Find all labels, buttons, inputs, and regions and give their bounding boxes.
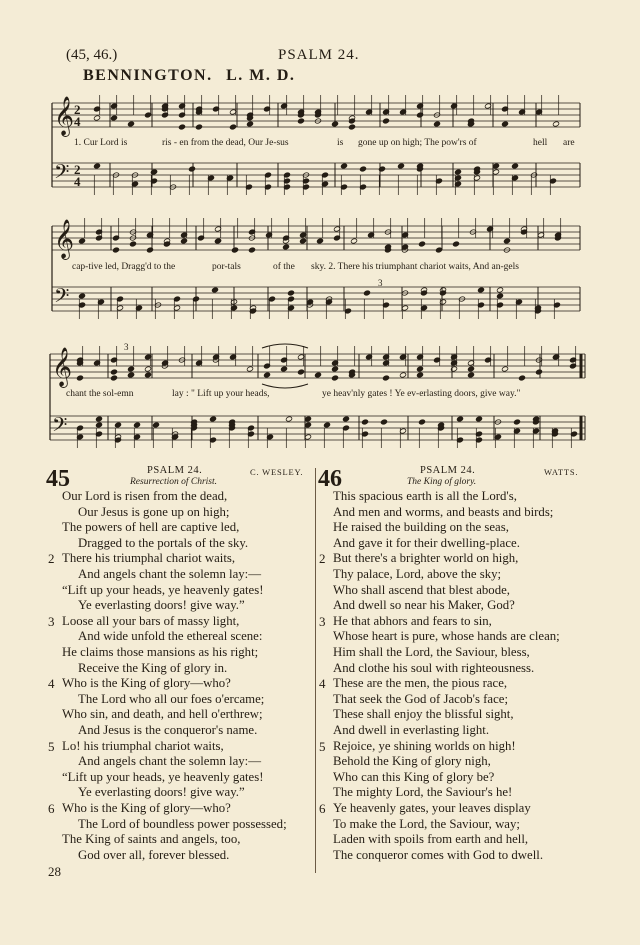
hymn-46-author: WATTS. bbox=[544, 467, 579, 477]
note-head bbox=[452, 241, 459, 247]
verse-line: Ye everlasting doors! give way.” bbox=[78, 598, 245, 613]
note-head bbox=[433, 121, 440, 127]
note-head bbox=[76, 375, 83, 381]
verse-number: 6 bbox=[48, 801, 55, 816]
note-head bbox=[178, 124, 185, 130]
verse-line: Who sin, and death, and hell o'erthrew; bbox=[62, 707, 263, 722]
note-head bbox=[209, 416, 216, 422]
note-head bbox=[456, 416, 463, 422]
verse-line: Ye heavenly gates, your leaves display bbox=[333, 801, 531, 815]
verse-line: The King of saints and angels, too, bbox=[62, 832, 241, 847]
verse-line: To make the Lord, the Saviour, way; bbox=[333, 816, 520, 831]
verse-line: He that abhors and fears to sin, bbox=[333, 613, 492, 628]
lyric-fragment: gone up on high; The pow'rs of bbox=[358, 138, 477, 148]
time-signature: 4 bbox=[74, 174, 81, 189]
note-head bbox=[435, 247, 442, 253]
bass-clef: 𝄢 bbox=[52, 413, 68, 441]
slur bbox=[262, 344, 308, 348]
note-head bbox=[246, 121, 253, 127]
note-head bbox=[146, 247, 153, 253]
verse-line: But there's a brighter world on high, bbox=[333, 551, 519, 566]
note-head bbox=[331, 366, 338, 372]
note-head bbox=[340, 163, 347, 169]
verse-line: Who shall ascend that blest abode, bbox=[333, 582, 510, 597]
note-head bbox=[93, 115, 100, 121]
lyric-fragment: ye heav'nly gates ! Ye ev-erlasting doors, give way." bbox=[322, 389, 521, 399]
note-head bbox=[382, 118, 389, 124]
time-signature: 4 bbox=[74, 114, 81, 129]
verse-number: 6 bbox=[319, 801, 326, 816]
verse-number: 3 bbox=[48, 613, 55, 629]
note-head bbox=[316, 238, 323, 244]
note-head bbox=[418, 241, 425, 247]
note-head bbox=[133, 422, 140, 428]
note-head bbox=[399, 372, 406, 378]
verse-number: 2 bbox=[319, 551, 326, 567]
note-head bbox=[501, 366, 508, 372]
note-head bbox=[511, 163, 518, 169]
note-head bbox=[110, 369, 117, 375]
lyric-fragment: cap-tive led, Dragg'd to the bbox=[72, 262, 176, 272]
verse-line: Rejoice, ye shining worlds on high! bbox=[333, 738, 516, 753]
note-head bbox=[93, 163, 100, 169]
note-head bbox=[382, 375, 389, 381]
verse-number: 4 bbox=[48, 676, 55, 692]
verse-line: The powers of hell are captive led, bbox=[62, 520, 240, 535]
verse-line: These are the men, the pious race, bbox=[333, 676, 508, 691]
note-head bbox=[114, 422, 121, 428]
note-head bbox=[214, 238, 221, 244]
note-head bbox=[246, 366, 253, 372]
verse-line: Thy palace, Lord, above the sky; bbox=[333, 567, 502, 581]
lyric-fragment: sky. 2. There his triumphant chariot waits, And an-gels bbox=[311, 262, 519, 272]
verse-line: And clothe his soul with righteousness. bbox=[333, 660, 535, 675]
verse-line: “Lift up your heads, ye heavenly gates! bbox=[62, 582, 264, 597]
note-head bbox=[323, 422, 330, 428]
verse-line: And Jesus is the conqueror's name. bbox=[78, 723, 258, 737]
note-head bbox=[144, 366, 151, 372]
hymn-46-title: PSALM 24. bbox=[420, 465, 476, 476]
note-head bbox=[78, 238, 85, 244]
note-head bbox=[231, 247, 238, 253]
verse-number: 4 bbox=[319, 676, 326, 692]
note-head bbox=[112, 247, 119, 253]
note-head bbox=[503, 238, 510, 244]
note-head bbox=[152, 422, 159, 428]
verse-line: Who is the King of glory—who? bbox=[62, 801, 231, 815]
verse-line: Behold the King of glory nigh, bbox=[333, 754, 491, 769]
verse-line: Loose all your bars of massy light, bbox=[62, 613, 240, 628]
note-head bbox=[229, 124, 236, 130]
verse-number: 2 bbox=[48, 551, 55, 567]
note-head bbox=[248, 247, 255, 253]
verse-line: Him shall the Lord, the Saviour, bless, bbox=[333, 645, 530, 659]
note-head bbox=[477, 287, 484, 293]
bass-clef: 𝄢 bbox=[54, 160, 70, 188]
note-head bbox=[331, 121, 338, 127]
note-head bbox=[297, 369, 304, 375]
verse-line: Dragged to the portals of the sky. bbox=[78, 535, 249, 550]
note-head bbox=[285, 416, 292, 422]
note-head bbox=[418, 419, 425, 425]
verse-line: And dwell so near his Maker, God? bbox=[333, 598, 515, 613]
note-head bbox=[110, 115, 117, 121]
triplet-mark: 3 bbox=[378, 278, 383, 288]
note-head bbox=[454, 169, 461, 175]
time-signature: 2 bbox=[74, 162, 81, 177]
note-head bbox=[127, 372, 134, 378]
verse-line: Laden with spoils from earth and hell, bbox=[333, 832, 529, 847]
note-head bbox=[129, 241, 136, 247]
note-head bbox=[467, 372, 474, 378]
note-head bbox=[552, 121, 559, 127]
note-head bbox=[397, 163, 404, 169]
note-head bbox=[188, 166, 195, 172]
verse-number: 3 bbox=[319, 613, 326, 629]
verse-line: Our Lord is risen from the dead, bbox=[62, 489, 228, 503]
note-head bbox=[380, 419, 387, 425]
time-signature: 2 bbox=[74, 102, 81, 117]
verse-line: And men and worms, and beasts and birds; bbox=[333, 504, 554, 519]
note-head bbox=[195, 124, 202, 130]
note-head bbox=[95, 416, 102, 422]
hymn-numbers-header: (45, 46.) bbox=[66, 47, 118, 63]
lyric-fragment: of the bbox=[273, 262, 295, 272]
page-number: 28 bbox=[48, 864, 61, 879]
lyric-fragment: are bbox=[563, 138, 575, 148]
bass-clef: 𝄢 bbox=[54, 284, 70, 312]
verse-line: And angels chant the solemn lay:— bbox=[78, 754, 262, 769]
note-head bbox=[518, 375, 525, 381]
note-head bbox=[211, 287, 218, 293]
note-head bbox=[359, 166, 366, 172]
hymn-46-number: 46 bbox=[318, 466, 342, 492]
tune-name: BENNINGTON. bbox=[83, 67, 213, 84]
verse-line: And wide unfold the ethereal scene: bbox=[78, 629, 263, 644]
note-head bbox=[513, 419, 520, 425]
lyric-fragment: is bbox=[337, 138, 344, 148]
hymn-45-author: C. WESLEY. bbox=[250, 467, 304, 477]
note-head bbox=[314, 372, 321, 378]
note-head bbox=[280, 366, 287, 372]
note-head bbox=[416, 372, 423, 378]
note-head bbox=[127, 366, 134, 372]
verse-line: The conqueror comes with God to dwell. bbox=[333, 847, 544, 862]
note-head bbox=[535, 369, 542, 375]
note-head bbox=[282, 244, 289, 250]
note-head bbox=[299, 238, 306, 244]
note-head bbox=[287, 290, 294, 296]
note-head bbox=[348, 124, 355, 130]
lyric-fragment: chant the sol-emn bbox=[66, 389, 134, 399]
verse-line: These shall enjoy the blissful sight, bbox=[333, 707, 514, 722]
verse-line: Receive the King of glory in. bbox=[78, 660, 228, 675]
verse-line: Ye everlasting doors! give way.” bbox=[78, 785, 245, 800]
note-head bbox=[95, 422, 102, 428]
note-head bbox=[492, 169, 499, 175]
note-head bbox=[467, 366, 474, 372]
note-head bbox=[496, 293, 503, 299]
note-head bbox=[110, 375, 117, 381]
hymn-46-subtitle: The King of glory. bbox=[407, 477, 477, 487]
verse-line: He raised the building on the seas, bbox=[333, 520, 509, 535]
verse-line: Whose heart is pure, whose hands are clean; bbox=[333, 629, 560, 644]
note-head bbox=[127, 121, 134, 127]
verse-number: 5 bbox=[48, 738, 55, 754]
hymn-45-title: PSALM 24. bbox=[147, 465, 203, 476]
note-head bbox=[263, 372, 270, 378]
treble-clef: 𝄞 bbox=[54, 219, 75, 259]
lyric-fragment: hell bbox=[533, 138, 548, 148]
verse-line: God over all, forever blessed. bbox=[78, 847, 230, 862]
verse-number: 5 bbox=[319, 738, 326, 754]
lyric-fragment: lay : " Lift up your heads, bbox=[172, 389, 270, 399]
note-head bbox=[416, 366, 423, 372]
lyric-fragment: por-tals bbox=[212, 262, 241, 272]
hymn-45-number: 45 bbox=[46, 466, 70, 492]
verse-line: The Lord of boundless power possessed; bbox=[78, 816, 287, 831]
verse-line: The Lord who all our foes o'ercame; bbox=[78, 691, 265, 706]
verse-line: Who can this King of glory be? bbox=[333, 769, 495, 784]
note-head bbox=[331, 375, 338, 381]
verse-line: Who is the King of glory—who? bbox=[62, 676, 231, 691]
tune-meter: L. M. D. bbox=[226, 67, 296, 84]
note-head bbox=[475, 416, 482, 422]
verse-line: There his triumphal chariot waits, bbox=[62, 551, 236, 566]
triplet-mark: 3 bbox=[124, 342, 129, 352]
hymn-45-subtitle: Resurrection of Christ. bbox=[130, 477, 217, 487]
treble-clef: 𝄞 bbox=[54, 96, 75, 136]
verse-line: And gave it for their dwelling-place. bbox=[333, 535, 520, 550]
note-head bbox=[342, 416, 349, 422]
note-head bbox=[304, 422, 311, 428]
verse-line: This spacious earth is all the Lord's, bbox=[333, 489, 517, 503]
note-head bbox=[304, 416, 311, 422]
lyric-fragment: ris - en from the dead, Our Je-sus bbox=[162, 138, 289, 148]
treble-clef: 𝄞 bbox=[52, 347, 73, 387]
note-head bbox=[492, 163, 499, 169]
note-head bbox=[180, 238, 187, 244]
note-head bbox=[501, 121, 508, 127]
note-head bbox=[144, 372, 151, 378]
verse-line: Our Jesus is gone up on high; bbox=[78, 504, 230, 519]
slur bbox=[262, 384, 308, 388]
note-head bbox=[297, 118, 304, 124]
verse-line: Lo! his triumphal chariot waits, bbox=[62, 738, 224, 753]
verse-line: He claims those mansions as his right; bbox=[62, 645, 259, 659]
note-head bbox=[361, 419, 368, 425]
note-head bbox=[496, 287, 503, 293]
note-head bbox=[350, 238, 357, 244]
verse-line: And angels chant the solemn lay:— bbox=[78, 567, 262, 581]
verse-line: And dwell in everlasting light. bbox=[333, 723, 490, 737]
note-head bbox=[363, 290, 370, 296]
lyric-fragment: 1. Cur Lord is bbox=[74, 138, 128, 148]
psalm-header: PSALM 24. bbox=[278, 47, 360, 63]
verse-line: The mighty Lord, the Saviour's he! bbox=[333, 785, 513, 800]
note-head bbox=[78, 293, 85, 299]
column-divider bbox=[315, 468, 316, 873]
verse-line: That seek the God of Jacob's face; bbox=[333, 691, 508, 706]
verse-line: “Lift up your heads, ye heavenly gates! bbox=[62, 769, 264, 784]
